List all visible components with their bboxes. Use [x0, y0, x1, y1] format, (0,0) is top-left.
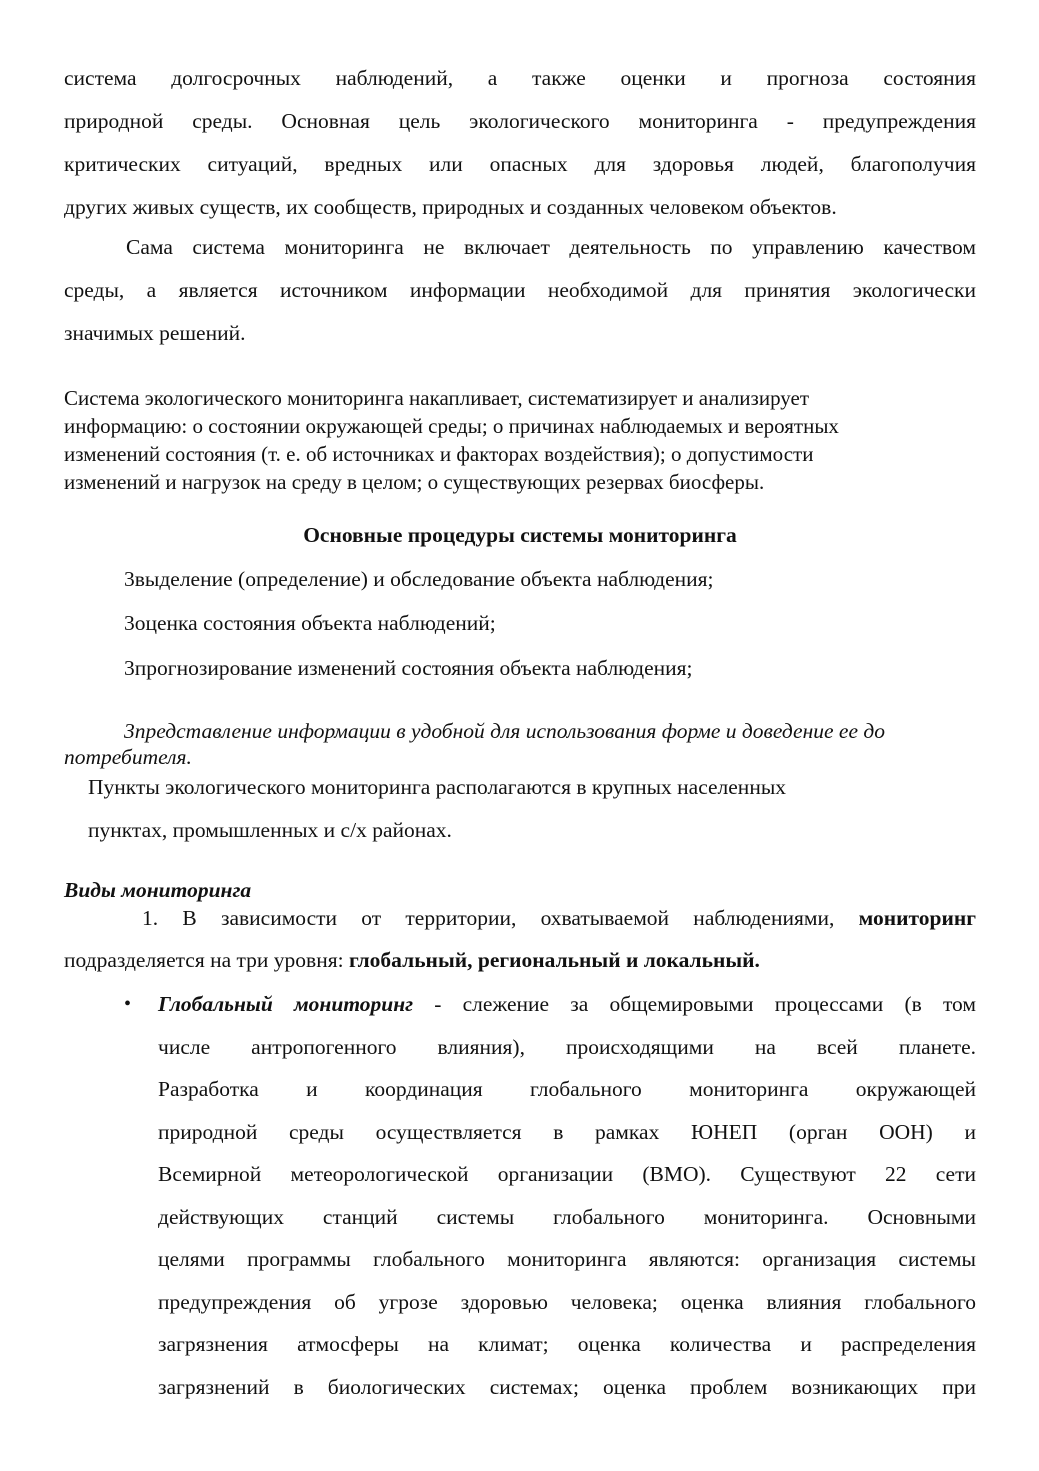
text-line: информацию: о состоянии окружающей среды; о причинах наблюдаемых и вероятных	[64, 414, 839, 438]
paragraph-accumulates	[64, 384, 976, 496]
text-line: других живых существ, их сообществ, природных и созданных человеком объектов.	[64, 195, 837, 219]
text-line: действующих станций системы глобального мониторинга. Основными	[158, 1204, 976, 1229]
text-line: загрязнения атмосферы на климат; оценка количества и распределения	[158, 1332, 976, 1356]
procedure-item: 3прогнозирование изменений состояния объекта наблюдения;	[124, 656, 693, 680]
text-line: загрязнений в биологических системах; оценка проблем возникающих при	[158, 1374, 976, 1399]
types-intro-text: 1. В зависимости от территории, охватываемой наблюдениями,	[142, 906, 835, 930]
points-line: Пункты экологического мониторинга располагаются в крупных населенных	[88, 775, 787, 799]
text-line: Всемирной метеорологической организации (ВМО). Существуют 22 сети	[158, 1162, 976, 1186]
text-line: система долгосрочных наблюдений, а также оценки и прогноза состояния	[64, 66, 976, 90]
types-line-1	[64, 904, 976, 932]
points-line: пунктах, промышленных и с/х районах.	[88, 818, 452, 842]
text-line: природной среды. Основная цель экологического мониторинга - предупреждения	[64, 109, 976, 133]
text-line: Система экологического мониторинга накапливает, систематизирует и анализирует	[64, 386, 810, 410]
text-line: изменений и нагрузок на среду в целом; о существующих резервах биосферы.	[64, 470, 765, 494]
types-levels: глобальный, региональный и локальный.	[348, 948, 760, 972]
paragraph-system	[64, 226, 976, 355]
procedure-item-italic: 3представление информации в удобной для использования форме и доведение ее до	[124, 719, 885, 743]
bullet-first-line	[158, 983, 976, 1026]
text-line: природной среды осуществляется в рамках ЮНЕП (орган ООН) и	[158, 1119, 976, 1144]
text-line: числе антропогенного влияния), происходящими на всей планете.	[158, 1034, 976, 1059]
types-line-2	[64, 946, 976, 974]
text-line: изменений состояния (т. е. об источниках и факторах воздействия); о допустимости	[64, 442, 814, 466]
bullet-term: Глобальный мониторинг	[158, 992, 414, 1016]
text-line: критических ситуаций, вредных или опасных для здоровья людей, благополучия	[64, 152, 976, 176]
procedure-item: 3оценка состояния объекта наблюдений;	[124, 611, 496, 635]
bullet-first-rest: - слежение за общемировыми процессами (в том	[434, 992, 977, 1016]
types-line-1-text	[64, 904, 976, 932]
text-line: целями программы глобального мониторинга являются: организация системы	[158, 1247, 976, 1271]
text-line: среды, а является источником информации необходимой для принятия экологически	[64, 278, 976, 302]
procedure-item: 3выделение (определение) и обследование объекта наблюдения;	[124, 567, 714, 591]
types-heading: Виды мониторинга	[64, 878, 252, 902]
paragraph-intro	[64, 57, 976, 229]
text-line: предупреждения об угрозе здоровью человека; оценка влияния глобального	[158, 1289, 976, 1314]
types-term-monitoring: мониторинг	[858, 906, 977, 930]
types-levels-intro: подразделяется на три уровня:	[64, 948, 344, 972]
text-line: значимых решений.	[64, 321, 246, 345]
text-line: Сама система мониторинга не включает деятельность по управлению качеством	[126, 235, 976, 259]
procedure-item-italic-cont: потребителя.	[64, 745, 192, 769]
text-line: Разработка и координация глобального мониторинга окружающей	[158, 1077, 976, 1101]
bullet-marker: •	[124, 993, 132, 1015]
bullet-global-monitoring	[158, 983, 976, 1408]
procedures-heading: Основные процедуры системы мониторинга	[303, 523, 737, 547]
